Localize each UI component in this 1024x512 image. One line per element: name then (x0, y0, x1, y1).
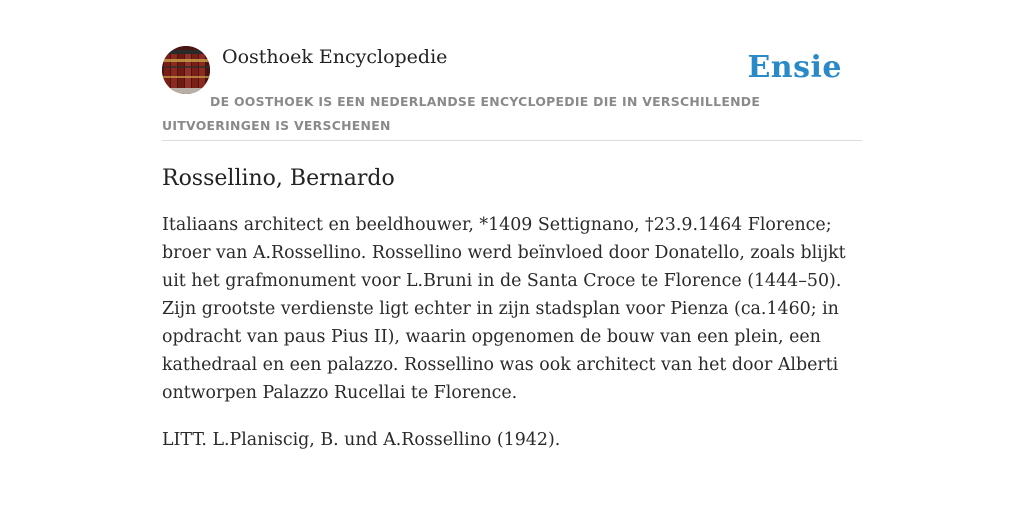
article-body: Italiaans architect en beeldhouwer, *1409 Settignano, †23.9.1464 Florence; broer van A.Rossellino. Rossellino werd beïnvloed door Donatello, zoals blijkt uit het grafmonument voor L.Bruni in de Santa Croce te Florence (1444–50). Zijn grootste verdienste ligt echter in zijn stadsplan voor Pienza (ca.1460; in opdracht van paus Pius II), waarin opgenomen de bouw van een plein, een kathedraal en een palazzo. Rossellino was ook architect van het door Alberti ontworpen Palazzo Rucellai te Florence. (162, 215, 846, 403)
site-title[interactable]: Oosthoek Encyclopedie (222, 46, 448, 68)
literature-reference: LITT. L.Planiscig, B. und A.Rossellino (1942). (162, 430, 561, 450)
site-tagline: DE OOSTHOEK IS EEN NEDERLANDSE ENCYCLOPEDIE DIE IN VERSCHILLENDE UITVOERINGEN IS VERSCHENEN (162, 94, 761, 133)
article (162, 160, 862, 454)
books-icon[interactable] (162, 46, 210, 94)
page-title: Rossellino, Bernardo (162, 166, 395, 191)
brand-logo[interactable]: Ensie (747, 50, 842, 85)
header (162, 46, 862, 141)
